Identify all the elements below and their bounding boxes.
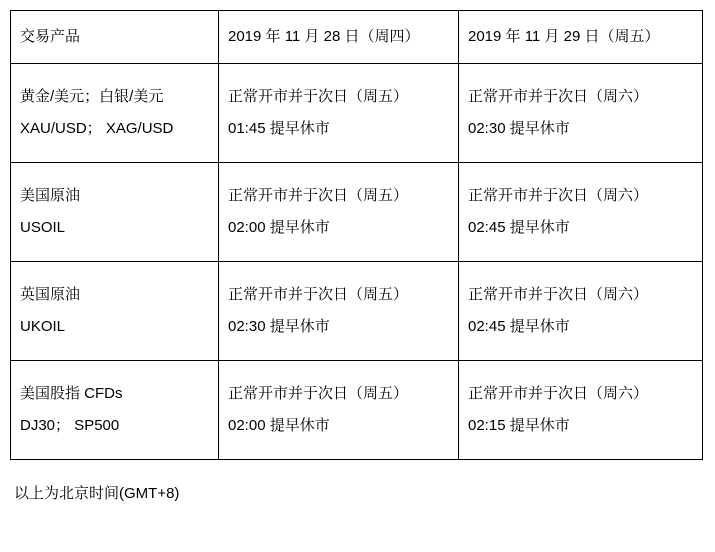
cell-product [11,64,219,163]
cell-product [11,361,219,460]
column-header-day2 [459,11,703,64]
table-header-row [11,11,703,64]
cell-day1 [219,163,459,262]
column-header-product [11,11,219,64]
trading-schedule-table [10,10,703,460]
product-line-2: USOIL [20,219,66,236]
cell-day2 [459,361,703,460]
day2-line-2: 02:45 提早休市 [468,318,570,335]
column-header-day1 [219,11,459,64]
product-line-1: 美国股指 CFDs [20,384,123,402]
day2-line-1: 正常开市并于次日（周六） [468,285,649,303]
product-line-2: DJ30； SP500 [20,417,120,434]
product-line-2: UKOIL [20,318,66,335]
day2-line-2: 02:45 提早休市 [468,219,570,236]
day1-line-2: 02:30 提早休市 [228,318,330,335]
day1-line-2: 01:45 提早休市 [228,120,330,137]
day1-line-1: 正常开市并于次日（周五） [228,87,409,105]
product-line-1: 黄金/美元；白银/美元 [20,87,164,105]
table-row [11,163,703,262]
day1-line-1: 正常开市并于次日（周五） [228,186,409,204]
day1-line-1: 正常开市并于次日（周五） [228,285,409,303]
day2-line-1: 正常开市并于次日（周六） [468,87,649,105]
day1-line-2: 02:00 提早休市 [228,219,330,236]
timezone-footnote: 以上为北京时间(GMT+8) [14,485,180,502]
day1-line-2: 02:00 提早休市 [228,417,330,434]
day2-line-2: 02:30 提早休市 [468,120,570,137]
table-row [11,262,703,361]
day1-line-1: 正常开市并于次日（周五） [228,384,409,402]
column-header-product-text: 交易产品 [20,27,81,45]
day2-line-2: 02:15 提早休市 [468,417,570,434]
table-row [11,361,703,460]
column-header-day2-text: 2019 年 11 月 29 日（周五） [468,27,660,45]
cell-day2 [459,262,703,361]
cell-day2 [459,64,703,163]
column-header-day1-text: 2019 年 11 月 28 日（周四） [228,27,420,45]
cell-product [11,262,219,361]
table-row [11,64,703,163]
cell-day1 [219,64,459,163]
cell-day1 [219,262,459,361]
cell-day1 [219,361,459,460]
day2-line-1: 正常开市并于次日（周六） [468,186,649,204]
cell-day2 [459,163,703,262]
product-line-1: 英国原油 [20,285,81,303]
day2-line-1: 正常开市并于次日（周六） [468,384,649,402]
product-line-1: 美国原油 [20,186,81,204]
product-line-2: XAU/USD； XAG/USD [20,120,174,137]
cell-product [11,163,219,262]
